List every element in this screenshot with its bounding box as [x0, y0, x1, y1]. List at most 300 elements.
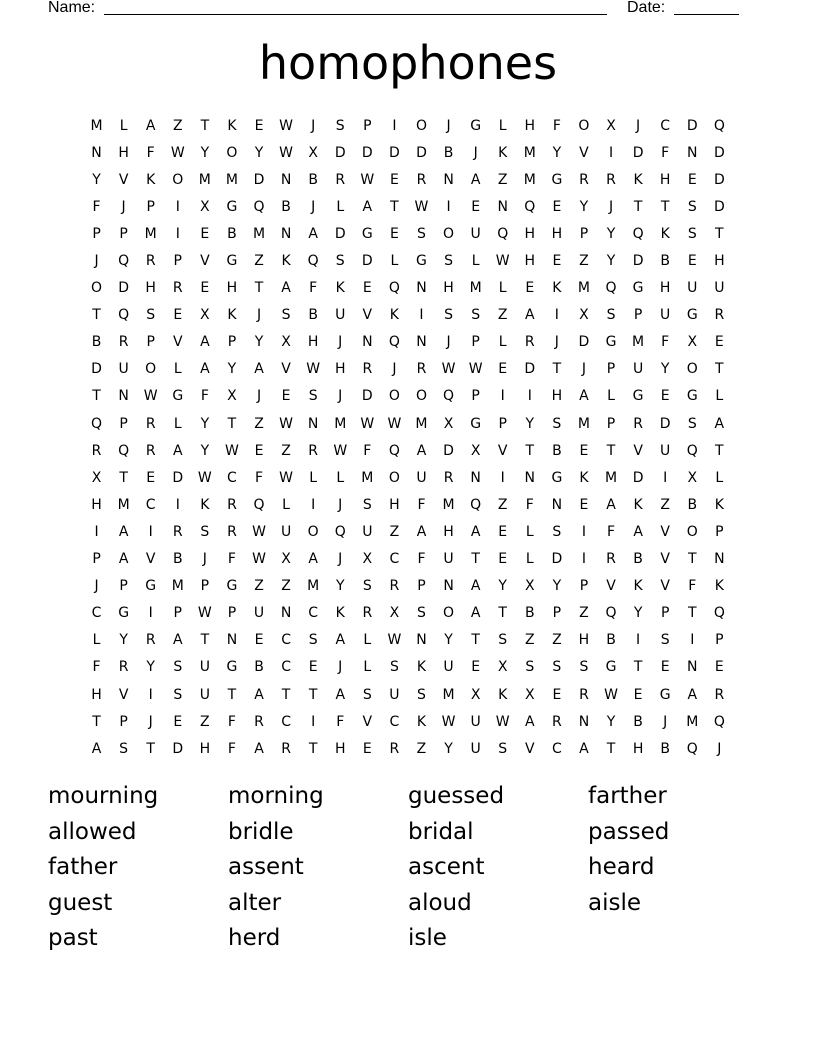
- grid-letter[interactable]: Z: [200, 713, 210, 730]
- grid-letter[interactable]: E: [660, 388, 670, 405]
- grid-letter[interactable]: R: [606, 551, 616, 568]
- grid-letter[interactable]: G: [632, 280, 644, 297]
- grid-letter[interactable]: P: [173, 605, 182, 622]
- grid-letter[interactable]: Q: [605, 605, 617, 622]
- grid-letter[interactable]: I: [148, 605, 153, 622]
- grid-letter[interactable]: R: [714, 307, 725, 324]
- grid-letter[interactable]: D: [632, 469, 644, 486]
- grid-letter[interactable]: R: [118, 334, 129, 351]
- grid-letter[interactable]: A: [470, 605, 481, 622]
- grid-letter[interactable]: W: [197, 469, 212, 486]
- grid-letter[interactable]: W: [495, 253, 510, 270]
- grid-letter[interactable]: I: [148, 686, 153, 703]
- grid-letter[interactable]: U: [443, 659, 454, 676]
- grid-letter[interactable]: E: [281, 388, 291, 405]
- grid-letter[interactable]: D: [713, 198, 725, 215]
- grid-letter[interactable]: L: [525, 523, 534, 540]
- grid-letter[interactable]: J: [446, 117, 451, 134]
- grid-letter[interactable]: K: [335, 605, 345, 622]
- grid-letter[interactable]: T: [687, 605, 697, 622]
- grid-letter[interactable]: O: [443, 605, 455, 622]
- grid-letter[interactable]: Y: [606, 713, 616, 730]
- grid-letter[interactable]: E: [687, 253, 697, 270]
- grid-letter[interactable]: U: [199, 686, 210, 703]
- grid-letter[interactable]: G: [118, 605, 130, 622]
- grid-letter[interactable]: O: [686, 361, 698, 378]
- grid-letter[interactable]: B: [254, 659, 264, 676]
- grid-letter[interactable]: W: [604, 686, 618, 703]
- grid-letter[interactable]: Y: [552, 578, 562, 595]
- grid-letter[interactable]: F: [363, 442, 372, 459]
- grid-letter[interactable]: H: [632, 740, 644, 757]
- grid-letter[interactable]: C: [227, 469, 237, 486]
- grid-letter[interactable]: X: [606, 117, 616, 134]
- grid-letter[interactable]: I: [581, 523, 587, 540]
- grid-letter[interactable]: H: [659, 171, 671, 188]
- grid-letter[interactable]: N: [551, 496, 563, 513]
- grid-letter[interactable]: U: [660, 307, 671, 324]
- grid-letter[interactable]: S: [606, 307, 616, 324]
- grid-letter[interactable]: D: [361, 388, 373, 405]
- grid-letter[interactable]: F: [92, 198, 101, 215]
- grid-letter[interactable]: A: [633, 523, 643, 540]
- grid-letter[interactable]: E: [714, 659, 724, 676]
- grid-letter[interactable]: N: [307, 415, 319, 432]
- grid-letter[interactable]: L: [173, 361, 182, 378]
- grid-letter[interactable]: J: [256, 307, 262, 324]
- grid-letter[interactable]: S: [417, 225, 426, 242]
- grid-letter[interactable]: H: [145, 280, 156, 297]
- grid-letter[interactable]: Q: [388, 442, 400, 459]
- grid-letter[interactable]: R: [281, 740, 291, 757]
- grid-letter[interactable]: Q: [686, 442, 698, 459]
- grid-letter[interactable]: X: [687, 469, 698, 486]
- grid-letter[interactable]: N: [524, 469, 536, 486]
- grid-letter[interactable]: G: [361, 225, 373, 242]
- grid-letter[interactable]: X: [281, 551, 291, 568]
- grid-letter[interactable]: A: [172, 442, 183, 459]
- grid-letter[interactable]: Y: [335, 578, 345, 595]
- grid-letter[interactable]: R: [633, 415, 643, 432]
- grid-letter[interactable]: S: [335, 117, 345, 134]
- grid-letter[interactable]: O: [307, 523, 319, 540]
- grid-letter[interactable]: I: [554, 307, 559, 324]
- grid-letter[interactable]: B: [552, 442, 562, 459]
- grid-letter[interactable]: V: [633, 442, 643, 459]
- grid-letter[interactable]: W: [170, 144, 185, 161]
- grid-letter[interactable]: H: [334, 361, 346, 378]
- grid-letter[interactable]: K: [389, 307, 399, 324]
- grid-letter[interactable]: I: [527, 388, 532, 405]
- grid-letter[interactable]: U: [470, 225, 481, 242]
- grid-letter[interactable]: M: [90, 117, 103, 134]
- grid-letter[interactable]: K: [416, 713, 427, 730]
- grid-letter[interactable]: K: [714, 496, 724, 513]
- grid-letter[interactable]: O: [578, 117, 590, 134]
- grid-letter[interactable]: B: [687, 496, 698, 513]
- grid-letter[interactable]: V: [497, 442, 508, 459]
- grid-letter[interactable]: E: [552, 253, 562, 270]
- grid-letter[interactable]: D: [118, 280, 129, 297]
- grid-letter[interactable]: G: [226, 578, 238, 595]
- grid-letter[interactable]: D: [361, 144, 373, 161]
- grid-letter[interactable]: Y: [633, 605, 643, 622]
- grid-letter[interactable]: S: [308, 632, 318, 649]
- grid-letter[interactable]: L: [498, 334, 507, 351]
- grid-letter[interactable]: Y: [146, 659, 155, 676]
- grid-letter[interactable]: R: [362, 361, 373, 378]
- grid-letter[interactable]: C: [281, 632, 291, 649]
- grid-letter[interactable]: Q: [713, 713, 725, 730]
- grid-letter[interactable]: B: [606, 632, 616, 649]
- grid-letter[interactable]: P: [579, 225, 589, 242]
- grid-letter[interactable]: D: [172, 469, 184, 486]
- grid-letter[interactable]: F: [417, 551, 426, 568]
- grid-letter[interactable]: I: [608, 144, 614, 161]
- grid-letter[interactable]: K: [498, 144, 508, 161]
- grid-letter[interactable]: H: [714, 253, 725, 270]
- grid-letter[interactable]: H: [91, 496, 102, 513]
- grid-letter[interactable]: L: [715, 388, 724, 405]
- grid-letter[interactable]: X: [200, 307, 210, 324]
- grid-letter[interactable]: M: [415, 415, 428, 432]
- grid-letter[interactable]: X: [497, 659, 508, 676]
- grid-letter[interactable]: J: [446, 334, 451, 351]
- grid-letter[interactable]: I: [419, 307, 424, 324]
- grid-letter[interactable]: W: [143, 388, 158, 405]
- grid-letter[interactable]: T: [227, 686, 237, 703]
- grid-letter[interactable]: J: [202, 551, 207, 568]
- grid-letter[interactable]: L: [471, 253, 480, 270]
- grid-letter[interactable]: E: [173, 307, 183, 324]
- grid-letter[interactable]: P: [417, 578, 426, 595]
- grid-letter[interactable]: T: [92, 713, 101, 730]
- grid-letter[interactable]: V: [172, 334, 183, 351]
- grid-letter[interactable]: R: [91, 442, 102, 459]
- grid-letter[interactable]: F: [552, 117, 561, 134]
- grid-letter[interactable]: G: [551, 469, 563, 486]
- grid-letter[interactable]: C: [308, 605, 319, 622]
- grid-letter[interactable]: N: [226, 632, 238, 649]
- grid-letter[interactable]: A: [714, 415, 725, 432]
- grid-letter[interactable]: V: [660, 578, 670, 595]
- grid-letter[interactable]: Z: [416, 740, 427, 757]
- grid-letter[interactable]: J: [338, 334, 343, 351]
- grid-letter[interactable]: E: [173, 713, 183, 730]
- grid-letter[interactable]: N: [497, 198, 508, 215]
- grid-letter[interactable]: T: [687, 551, 697, 568]
- grid-letter[interactable]: K: [552, 280, 562, 297]
- grid-letter[interactable]: R: [389, 740, 400, 757]
- grid-letter[interactable]: Y: [606, 225, 616, 242]
- grid-letter[interactable]: V: [118, 686, 129, 703]
- grid-letter[interactable]: W: [495, 713, 510, 730]
- grid-letter[interactable]: A: [200, 361, 210, 378]
- grid-letter[interactable]: T: [633, 198, 643, 215]
- grid-letter[interactable]: H: [443, 523, 454, 540]
- grid-letter[interactable]: I: [175, 496, 180, 513]
- grid-letter[interactable]: T: [525, 442, 535, 459]
- grid-letter[interactable]: W: [441, 713, 456, 730]
- grid-letter[interactable]: E: [525, 280, 535, 297]
- grid-letter[interactable]: M: [523, 144, 536, 161]
- grid-letter[interactable]: D: [361, 253, 373, 270]
- grid-letter[interactable]: Z: [254, 415, 264, 432]
- grid-letter[interactable]: I: [690, 632, 695, 649]
- grid-letter[interactable]: R: [308, 442, 319, 459]
- grid-letter[interactable]: N: [280, 225, 292, 242]
- grid-letter[interactable]: M: [604, 469, 618, 486]
- grid-letter[interactable]: H: [551, 225, 563, 242]
- grid-letter[interactable]: N: [91, 144, 102, 161]
- grid-letter[interactable]: S: [552, 659, 562, 676]
- grid-letter[interactable]: M: [469, 280, 482, 297]
- grid-letter[interactable]: V: [660, 551, 670, 568]
- grid-letter[interactable]: Q: [388, 334, 400, 351]
- grid-letter[interactable]: A: [335, 632, 346, 649]
- grid-letter[interactable]: H: [389, 496, 400, 513]
- grid-letter[interactable]: W: [360, 171, 375, 188]
- grid-letter[interactable]: J: [338, 388, 343, 405]
- grid-letter[interactable]: Q: [118, 307, 130, 324]
- grid-letter[interactable]: X: [524, 686, 535, 703]
- grid-letter[interactable]: Y: [92, 171, 101, 188]
- grid-letter[interactable]: Z: [497, 496, 508, 513]
- grid-letter[interactable]: K: [660, 225, 670, 242]
- grid-letter[interactable]: T: [308, 686, 318, 703]
- grid-letter[interactable]: E: [389, 171, 399, 188]
- grid-letter[interactable]: N: [714, 551, 725, 568]
- grid-letter[interactable]: Z: [579, 253, 589, 270]
- grid-letter[interactable]: G: [605, 334, 617, 351]
- grid-letter[interactable]: X: [470, 686, 481, 703]
- grid-letter[interactable]: M: [171, 578, 184, 595]
- grid-letter[interactable]: U: [470, 740, 481, 757]
- grid-letter[interactable]: J: [121, 198, 126, 215]
- grid-letter[interactable]: P: [715, 523, 724, 540]
- grid-letter[interactable]: P: [119, 415, 128, 432]
- grid-letter[interactable]: R: [335, 171, 346, 188]
- grid-letter[interactable]: N: [687, 659, 698, 676]
- grid-letter[interactable]: Q: [334, 523, 346, 540]
- grid-letter[interactable]: M: [577, 415, 590, 432]
- grid-letter[interactable]: P: [146, 198, 155, 215]
- grid-letter[interactable]: Q: [443, 388, 455, 405]
- grid-letter[interactable]: S: [417, 605, 426, 622]
- grid-letter[interactable]: L: [363, 632, 372, 649]
- grid-letter[interactable]: Z: [281, 578, 291, 595]
- grid-letter[interactable]: D: [524, 361, 536, 378]
- grid-letter[interactable]: T: [281, 686, 291, 703]
- grid-letter[interactable]: F: [336, 713, 345, 730]
- grid-letter[interactable]: Q: [470, 496, 482, 513]
- grid-letter[interactable]: G: [172, 388, 184, 405]
- grid-letter[interactable]: D: [334, 144, 346, 161]
- grid-letter[interactable]: B: [172, 551, 183, 568]
- grid-letter[interactable]: O: [172, 171, 184, 188]
- grid-letter[interactable]: S: [660, 632, 670, 649]
- grid-letter[interactable]: M: [577, 280, 590, 297]
- grid-letter[interactable]: Y: [227, 361, 237, 378]
- grid-letter[interactable]: I: [392, 117, 397, 134]
- grid-letter[interactable]: H: [524, 253, 536, 270]
- grid-letter[interactable]: W: [279, 469, 293, 486]
- grid-letter[interactable]: K: [714, 578, 724, 595]
- grid-letter[interactable]: I: [500, 388, 505, 405]
- grid-letter[interactable]: M: [632, 334, 645, 351]
- grid-letter[interactable]: D: [659, 415, 671, 432]
- grid-letter[interactable]: T: [471, 551, 480, 568]
- grid-letter[interactable]: R: [579, 171, 589, 188]
- grid-letter[interactable]: N: [443, 578, 454, 595]
- grid-letter[interactable]: P: [606, 415, 616, 432]
- grid-letter[interactable]: X: [579, 307, 589, 324]
- grid-letter[interactable]: Z: [254, 578, 264, 595]
- grid-letter[interactable]: A: [606, 496, 616, 513]
- grid-letter[interactable]: W: [387, 632, 402, 649]
- grid-letter[interactable]: W: [252, 551, 266, 568]
- grid-letter[interactable]: M: [361, 469, 374, 486]
- grid-letter[interactable]: V: [525, 740, 535, 757]
- grid-letter[interactable]: U: [443, 551, 454, 568]
- grid-letter[interactable]: T: [308, 740, 318, 757]
- grid-letter[interactable]: R: [172, 523, 183, 540]
- grid-letter[interactable]: C: [91, 605, 102, 622]
- grid-letter[interactable]: F: [606, 523, 616, 540]
- grid-letter[interactable]: M: [198, 171, 211, 188]
- grid-letter[interactable]: L: [92, 632, 101, 649]
- grid-letter[interactable]: O: [91, 280, 103, 297]
- grid-letter[interactable]: P: [471, 388, 480, 405]
- grid-letter[interactable]: P: [119, 713, 128, 730]
- grid-letter[interactable]: Z: [172, 117, 183, 134]
- grid-letter[interactable]: I: [636, 632, 641, 649]
- grid-letter[interactable]: R: [145, 442, 156, 459]
- grid-letter[interactable]: A: [416, 523, 427, 540]
- grid-letter[interactable]: S: [200, 523, 210, 540]
- grid-letter[interactable]: J: [554, 334, 559, 351]
- grid-letter[interactable]: A: [118, 523, 129, 540]
- grid-letter[interactable]: H: [226, 280, 238, 297]
- grid-letter[interactable]: H: [578, 632, 590, 649]
- grid-letter[interactable]: Y: [579, 198, 589, 215]
- grid-letter[interactable]: S: [687, 415, 697, 432]
- grid-letter[interactable]: O: [145, 361, 157, 378]
- grid-letter[interactable]: I: [148, 523, 153, 540]
- grid-letter[interactable]: S: [579, 659, 589, 676]
- grid-letter[interactable]: M: [117, 496, 130, 513]
- grid-letter[interactable]: D: [253, 171, 265, 188]
- grid-letter[interactable]: W: [414, 198, 429, 215]
- grid-letter[interactable]: J: [338, 659, 343, 676]
- grid-letter[interactable]: S: [498, 632, 508, 649]
- grid-letter[interactable]: O: [388, 388, 400, 405]
- grid-letter[interactable]: N: [578, 713, 590, 730]
- grid-letter[interactable]: I: [581, 551, 587, 568]
- grid-letter[interactable]: U: [280, 523, 292, 540]
- grid-letter[interactable]: R: [416, 361, 427, 378]
- grid-letter[interactable]: N: [118, 388, 129, 405]
- grid-letter[interactable]: J: [473, 144, 478, 161]
- grid-letter[interactable]: A: [281, 280, 291, 297]
- grid-letter[interactable]: P: [92, 225, 101, 242]
- grid-letter[interactable]: S: [281, 307, 291, 324]
- grid-letter[interactable]: N: [416, 334, 427, 351]
- grid-letter[interactable]: P: [227, 605, 237, 622]
- grid-letter[interactable]: S: [552, 415, 562, 432]
- grid-letter[interactable]: U: [416, 469, 427, 486]
- grid-letter[interactable]: I: [175, 225, 180, 242]
- grid-letter[interactable]: P: [227, 334, 237, 351]
- grid-letter[interactable]: D: [551, 551, 563, 568]
- grid-letter[interactable]: T: [606, 442, 616, 459]
- grid-letter[interactable]: T: [200, 117, 210, 134]
- grid-letter[interactable]: B: [281, 198, 291, 215]
- grid-letter[interactable]: L: [282, 496, 290, 513]
- grid-letter[interactable]: H: [551, 388, 563, 405]
- grid-letter[interactable]: E: [362, 740, 372, 757]
- grid-letter[interactable]: J: [608, 198, 614, 215]
- grid-letter[interactable]: E: [471, 659, 481, 676]
- grid-letter[interactable]: L: [173, 415, 182, 432]
- grid-letter[interactable]: R: [227, 496, 237, 513]
- grid-letter[interactable]: P: [633, 307, 643, 324]
- grid-letter[interactable]: D: [578, 334, 590, 351]
- grid-letter[interactable]: X: [687, 334, 698, 351]
- grid-letter[interactable]: F: [227, 713, 236, 730]
- grid-letter[interactable]: E: [254, 117, 264, 134]
- grid-letter[interactable]: I: [446, 198, 451, 215]
- grid-letter[interactable]: E: [714, 334, 724, 351]
- grid-letter[interactable]: A: [254, 740, 264, 757]
- grid-letter[interactable]: A: [254, 686, 264, 703]
- grid-letter[interactable]: P: [498, 415, 507, 432]
- grid-letter[interactable]: T: [471, 632, 480, 649]
- grid-letter[interactable]: A: [362, 198, 373, 215]
- grid-letter[interactable]: Y: [254, 144, 264, 161]
- grid-letter[interactable]: P: [119, 225, 128, 242]
- grid-letter[interactable]: M: [144, 225, 157, 242]
- grid-letter[interactable]: U: [660, 442, 671, 459]
- grid-letter[interactable]: W: [468, 361, 483, 378]
- grid-letter[interactable]: G: [605, 659, 617, 676]
- grid-letter[interactable]: A: [525, 307, 535, 324]
- grid-letter[interactable]: Q: [497, 225, 509, 242]
- grid-letter[interactable]: F: [200, 388, 209, 405]
- grid-letter[interactable]: G: [416, 253, 427, 270]
- grid-letter[interactable]: S: [362, 578, 372, 595]
- grid-letter[interactable]: Z: [254, 253, 264, 270]
- grid-letter[interactable]: N: [362, 334, 373, 351]
- grid-letter[interactable]: W: [279, 415, 293, 432]
- grid-letter[interactable]: U: [362, 523, 373, 540]
- grid-letter[interactable]: O: [686, 523, 698, 540]
- grid-letter[interactable]: K: [416, 659, 427, 676]
- grid-letter[interactable]: J: [94, 578, 99, 595]
- grid-letter[interactable]: J: [663, 713, 668, 730]
- grid-letter[interactable]: S: [471, 307, 481, 324]
- grid-letter[interactable]: U: [687, 280, 698, 297]
- grid-letter[interactable]: Q: [686, 740, 698, 757]
- grid-letter[interactable]: S: [308, 388, 318, 405]
- grid-letter[interactable]: C: [551, 740, 562, 757]
- grid-letter[interactable]: F: [254, 469, 264, 486]
- grid-letter[interactable]: V: [118, 171, 129, 188]
- grid-letter[interactable]: I: [663, 469, 668, 486]
- grid-letter[interactable]: D: [416, 144, 427, 161]
- grid-letter[interactable]: D: [632, 253, 644, 270]
- grid-letter[interactable]: V: [606, 578, 616, 595]
